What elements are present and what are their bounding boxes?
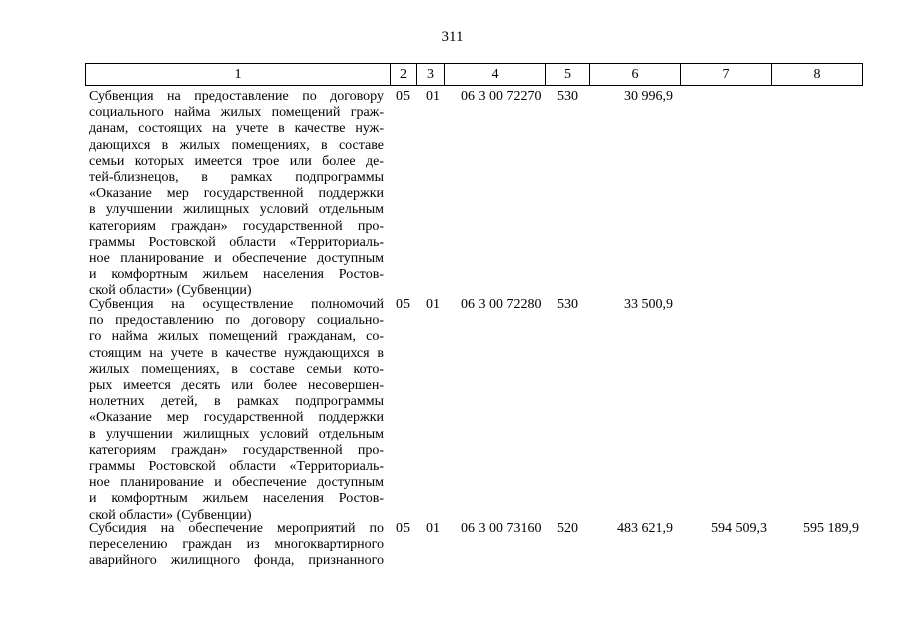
description-line: и комфортным жильем населения Ростов- <box>89 491 384 507</box>
description-line: ное планирование и обеспечение доступным <box>89 251 384 267</box>
description-line: категориям граждан» государственной про- <box>89 218 384 234</box>
description-line: Субвенция на предоставление по договору <box>89 89 384 104</box>
description-line: в улучшении жилищных условий отдельным <box>89 426 384 442</box>
description-line: го найма жилых помещений гражданам, со- <box>89 329 384 345</box>
header-col-6: 6 <box>589 64 680 85</box>
row-description <box>89 89 384 300</box>
cell-amount-col8: 595 189,9 <box>803 521 859 536</box>
description-line: социального найма жилых помещений граж- <box>89 105 384 121</box>
description-line: категориям граждан» государственной про- <box>89 442 384 458</box>
header-col-1: 1 <box>85 64 390 85</box>
description-line: данам, состоящих на учете в качестве нуж- <box>89 121 384 137</box>
description-line: стоящим на учете в качестве нуждающихся в <box>89 345 384 361</box>
description-line: «Оказание мер государственной поддержки <box>89 410 384 426</box>
cell-subsection: 01 <box>426 521 440 536</box>
header-col-4: 4 <box>444 64 545 85</box>
row-description <box>89 297 384 524</box>
description-line: рых имеется десять или более несовершен- <box>89 378 384 394</box>
cell-section: 05 <box>396 89 410 104</box>
description-line: переселению граждан из многоквартирного <box>89 537 384 553</box>
description-line: ской области» (Субвенции) <box>89 283 252 299</box>
description-line: Субвенция на осуществление полномочий <box>89 297 384 312</box>
cell-amount-col6: 483 621,9 <box>617 521 673 536</box>
header-col-5: 5 <box>545 64 589 85</box>
description-line: аварийного жилищного фонда, признанного <box>89 553 384 569</box>
description-line: граммы Ростовской области «Территориаль- <box>89 459 384 475</box>
header-col-7: 7 <box>680 64 771 85</box>
description-line: тей-близнецов, в рамках подпрограммы <box>89 170 384 186</box>
cell-expense-type: 530 <box>557 89 578 104</box>
description-line: граммы Ростовской области «Территориаль- <box>89 234 384 250</box>
cell-amount-col7: 594 509,3 <box>711 521 767 536</box>
description-line: в улучшении жилищных условий отдельным <box>89 202 384 218</box>
cell-target-code: 06 3 00 73160 <box>461 521 542 536</box>
description-line: нолетних детей, в рамках подпрограммы <box>89 394 384 410</box>
cell-target-code: 06 3 00 72280 <box>461 297 542 312</box>
description-line: ное планирование и обеспечение доступным <box>89 475 384 491</box>
cell-target-code: 06 3 00 72270 <box>461 89 542 104</box>
cell-subsection: 01 <box>426 89 440 104</box>
description-line: дающихся в жилых помещениях, в составе <box>89 137 384 153</box>
page-number: 311 <box>441 29 464 45</box>
header-col-8: 8 <box>771 64 863 85</box>
description-line: и комфортным жильем населения Ростов- <box>89 267 384 283</box>
cell-expense-type: 520 <box>557 521 578 536</box>
description-line: семьи которых имеется трое или более де- <box>89 153 384 169</box>
cell-amount-col6: 33 500,9 <box>624 297 673 312</box>
table-header <box>85 63 863 86</box>
description-line: Субсидия на обеспечение мероприятий по <box>89 521 384 536</box>
description-line: ской области» (Субвенции) <box>89 507 252 523</box>
cell-amount-col6: 30 996,9 <box>624 89 673 104</box>
row-description <box>89 521 384 570</box>
description-line: «Оказание мер государственной поддержки <box>89 186 384 202</box>
header-col-3: 3 <box>416 64 444 85</box>
cell-section: 05 <box>396 297 410 312</box>
cell-section: 05 <box>396 521 410 536</box>
description-line: по предоставлению по договору социально- <box>89 313 384 329</box>
cell-expense-type: 530 <box>557 297 578 312</box>
header-col-2: 2 <box>390 64 416 85</box>
cell-subsection: 01 <box>426 297 440 312</box>
description-line: жилых помещениях, в составе семьи кото- <box>89 361 384 377</box>
